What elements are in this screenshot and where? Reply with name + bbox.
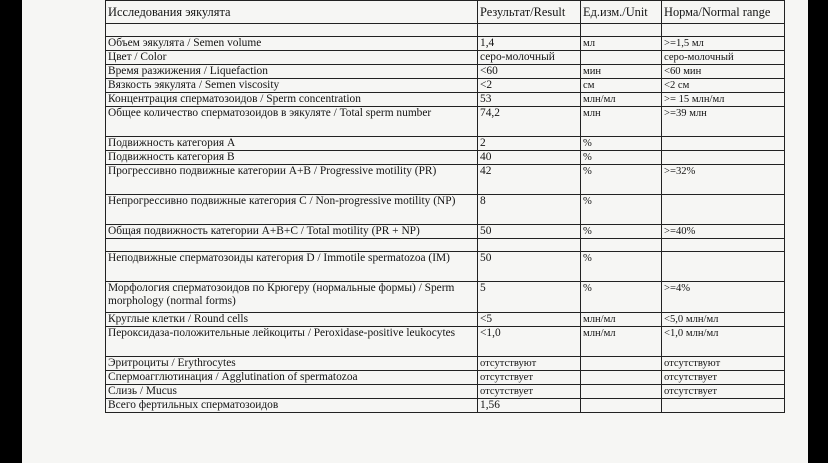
cell-unit — [581, 371, 662, 385]
cell-unit: % — [581, 165, 662, 195]
table-row — [106, 51, 785, 65]
cell-norm: отсутствуют — [662, 357, 785, 371]
cell-parameter: Круглые клетки / Round cells — [106, 313, 478, 327]
cell-norm: серо-молочный — [662, 51, 785, 65]
cell-norm: >=32% — [662, 165, 785, 195]
table-row — [106, 79, 785, 93]
cell-result: 5 — [478, 282, 581, 313]
cell-result: 40 — [478, 151, 581, 165]
cell-result: <60 — [478, 65, 581, 79]
table-row — [106, 371, 785, 385]
cell-parameter: Неподвижные сперматозоиды категория D / Immotile spermatozoa (IM) — [106, 252, 478, 282]
semen-analysis-table — [105, 0, 785, 413]
cell-norm — [662, 399, 785, 413]
cell-parameter: Прогрессивно подвижные категории A+B / Progressive motility (PR) — [106, 165, 478, 195]
cell-norm: <5,0 млн/мл — [662, 313, 785, 327]
document-page — [22, 0, 808, 463]
cell-result: 8 — [478, 195, 581, 225]
header-parameter: Исследования эякулята — [106, 1, 478, 24]
cell-result: 2 — [478, 137, 581, 151]
header-unit: Ед.изм./Unit — [581, 1, 662, 24]
spacer-row — [106, 24, 785, 37]
table-row — [106, 327, 785, 357]
cell-parameter: Вязкость эякулята / Semen viscosity — [106, 79, 478, 93]
table-header-row — [106, 1, 785, 24]
table-row — [106, 385, 785, 399]
cell-result: 50 — [478, 225, 581, 239]
cell-unit: мин — [581, 65, 662, 79]
table-row — [106, 165, 785, 195]
cell-unit: см — [581, 79, 662, 93]
cell-norm: <1,0 млн/мл — [662, 327, 785, 357]
table-row — [106, 93, 785, 107]
table-row — [106, 357, 785, 371]
table-row — [106, 252, 785, 282]
table-row — [106, 399, 785, 413]
cell-parameter: Эритроциты / Erythrocytes — [106, 357, 478, 371]
cell-parameter: Морфология сперматозоидов по Крюгеру (нормальные формы) / Sperm morphology (normal forms) — [106, 282, 478, 313]
cell-parameter: Всего фертильных сперматозоидов — [106, 399, 478, 413]
cell-parameter: Концентрация сперматозоидов / Sperm concentration — [106, 93, 478, 107]
cell-norm: >=1,5 мл — [662, 37, 785, 51]
cell-result: <5 — [478, 313, 581, 327]
cell-norm: >=4% — [662, 282, 785, 313]
cell-parameter: Цвет / Color — [106, 51, 478, 65]
cell-unit — [581, 51, 662, 65]
table-row — [106, 151, 785, 165]
cell-parameter: Непрогрессивно подвижные категория C / Non-progressive motility (NP) — [106, 195, 478, 225]
cell-norm — [662, 151, 785, 165]
cell-result: 42 — [478, 165, 581, 195]
cell-parameter: Общая подвижность категории A+B+C / Total motility (PR + NP) — [106, 225, 478, 239]
cell-norm: отсутствует — [662, 371, 785, 385]
cell-result: 50 — [478, 252, 581, 282]
table-row — [106, 282, 785, 313]
header-result: Результат/Result — [478, 1, 581, 24]
header-norm: Норма/Normal range — [662, 1, 785, 24]
cell-norm: отсутствует — [662, 385, 785, 399]
cell-parameter: Подвижность категория A — [106, 137, 478, 151]
table-row — [106, 37, 785, 51]
cell-result: 74,2 — [478, 107, 581, 137]
cell-unit: млн/мл — [581, 327, 662, 357]
table-row — [106, 65, 785, 79]
cell-norm: <2 см — [662, 79, 785, 93]
cell-norm: >= 15 млн/мл — [662, 93, 785, 107]
cell-result: отсутствуют — [478, 357, 581, 371]
table-row — [106, 225, 785, 239]
cell-parameter: Пероксидаза-положительные лейкоциты / Peroxidase-positive leukocytes — [106, 327, 478, 357]
cell-unit: % — [581, 151, 662, 165]
cell-result: отсутствует — [478, 371, 581, 385]
cell-parameter: Общее количество сперматозоидов в эякуляте / Total sperm number — [106, 107, 478, 137]
cell-parameter: Время разжижения / Liquefaction — [106, 65, 478, 79]
cell-unit: % — [581, 225, 662, 239]
cell-result: 53 — [478, 93, 581, 107]
cell-result: <1,0 — [478, 327, 581, 357]
table-row — [106, 313, 785, 327]
cell-unit: млн/мл — [581, 93, 662, 107]
cell-result: отсутствует — [478, 385, 581, 399]
cell-norm — [662, 252, 785, 282]
cell-unit — [581, 399, 662, 413]
cell-parameter: Объем эякулята / Semen volume — [106, 37, 478, 51]
cell-result: 1,4 — [478, 37, 581, 51]
table-row — [106, 107, 785, 137]
cell-unit — [581, 385, 662, 399]
cell-parameter: Спермоагглютинация / Agglutination of spermatozoa — [106, 371, 478, 385]
cell-unit: млн — [581, 107, 662, 137]
cell-norm: >=39 млн — [662, 107, 785, 137]
cell-result: серо-молочный — [478, 51, 581, 65]
cell-norm — [662, 137, 785, 151]
cell-unit — [581, 357, 662, 371]
cell-result: <2 — [478, 79, 581, 93]
table-row — [106, 137, 785, 151]
cell-unit: % — [581, 282, 662, 313]
cell-result: 1,56 — [478, 399, 581, 413]
cell-norm: >=40% — [662, 225, 785, 239]
cell-unit: % — [581, 195, 662, 225]
cell-norm — [662, 195, 785, 225]
cell-unit: % — [581, 137, 662, 151]
cell-unit: % — [581, 252, 662, 282]
spacer-row — [106, 239, 785, 252]
cell-unit: млн/мл — [581, 313, 662, 327]
table-row — [106, 195, 785, 225]
cell-parameter: Подвижность категория B — [106, 151, 478, 165]
cell-norm: <60 мин — [662, 65, 785, 79]
cell-unit: мл — [581, 37, 662, 51]
cell-parameter: Слизь / Mucus — [106, 385, 478, 399]
